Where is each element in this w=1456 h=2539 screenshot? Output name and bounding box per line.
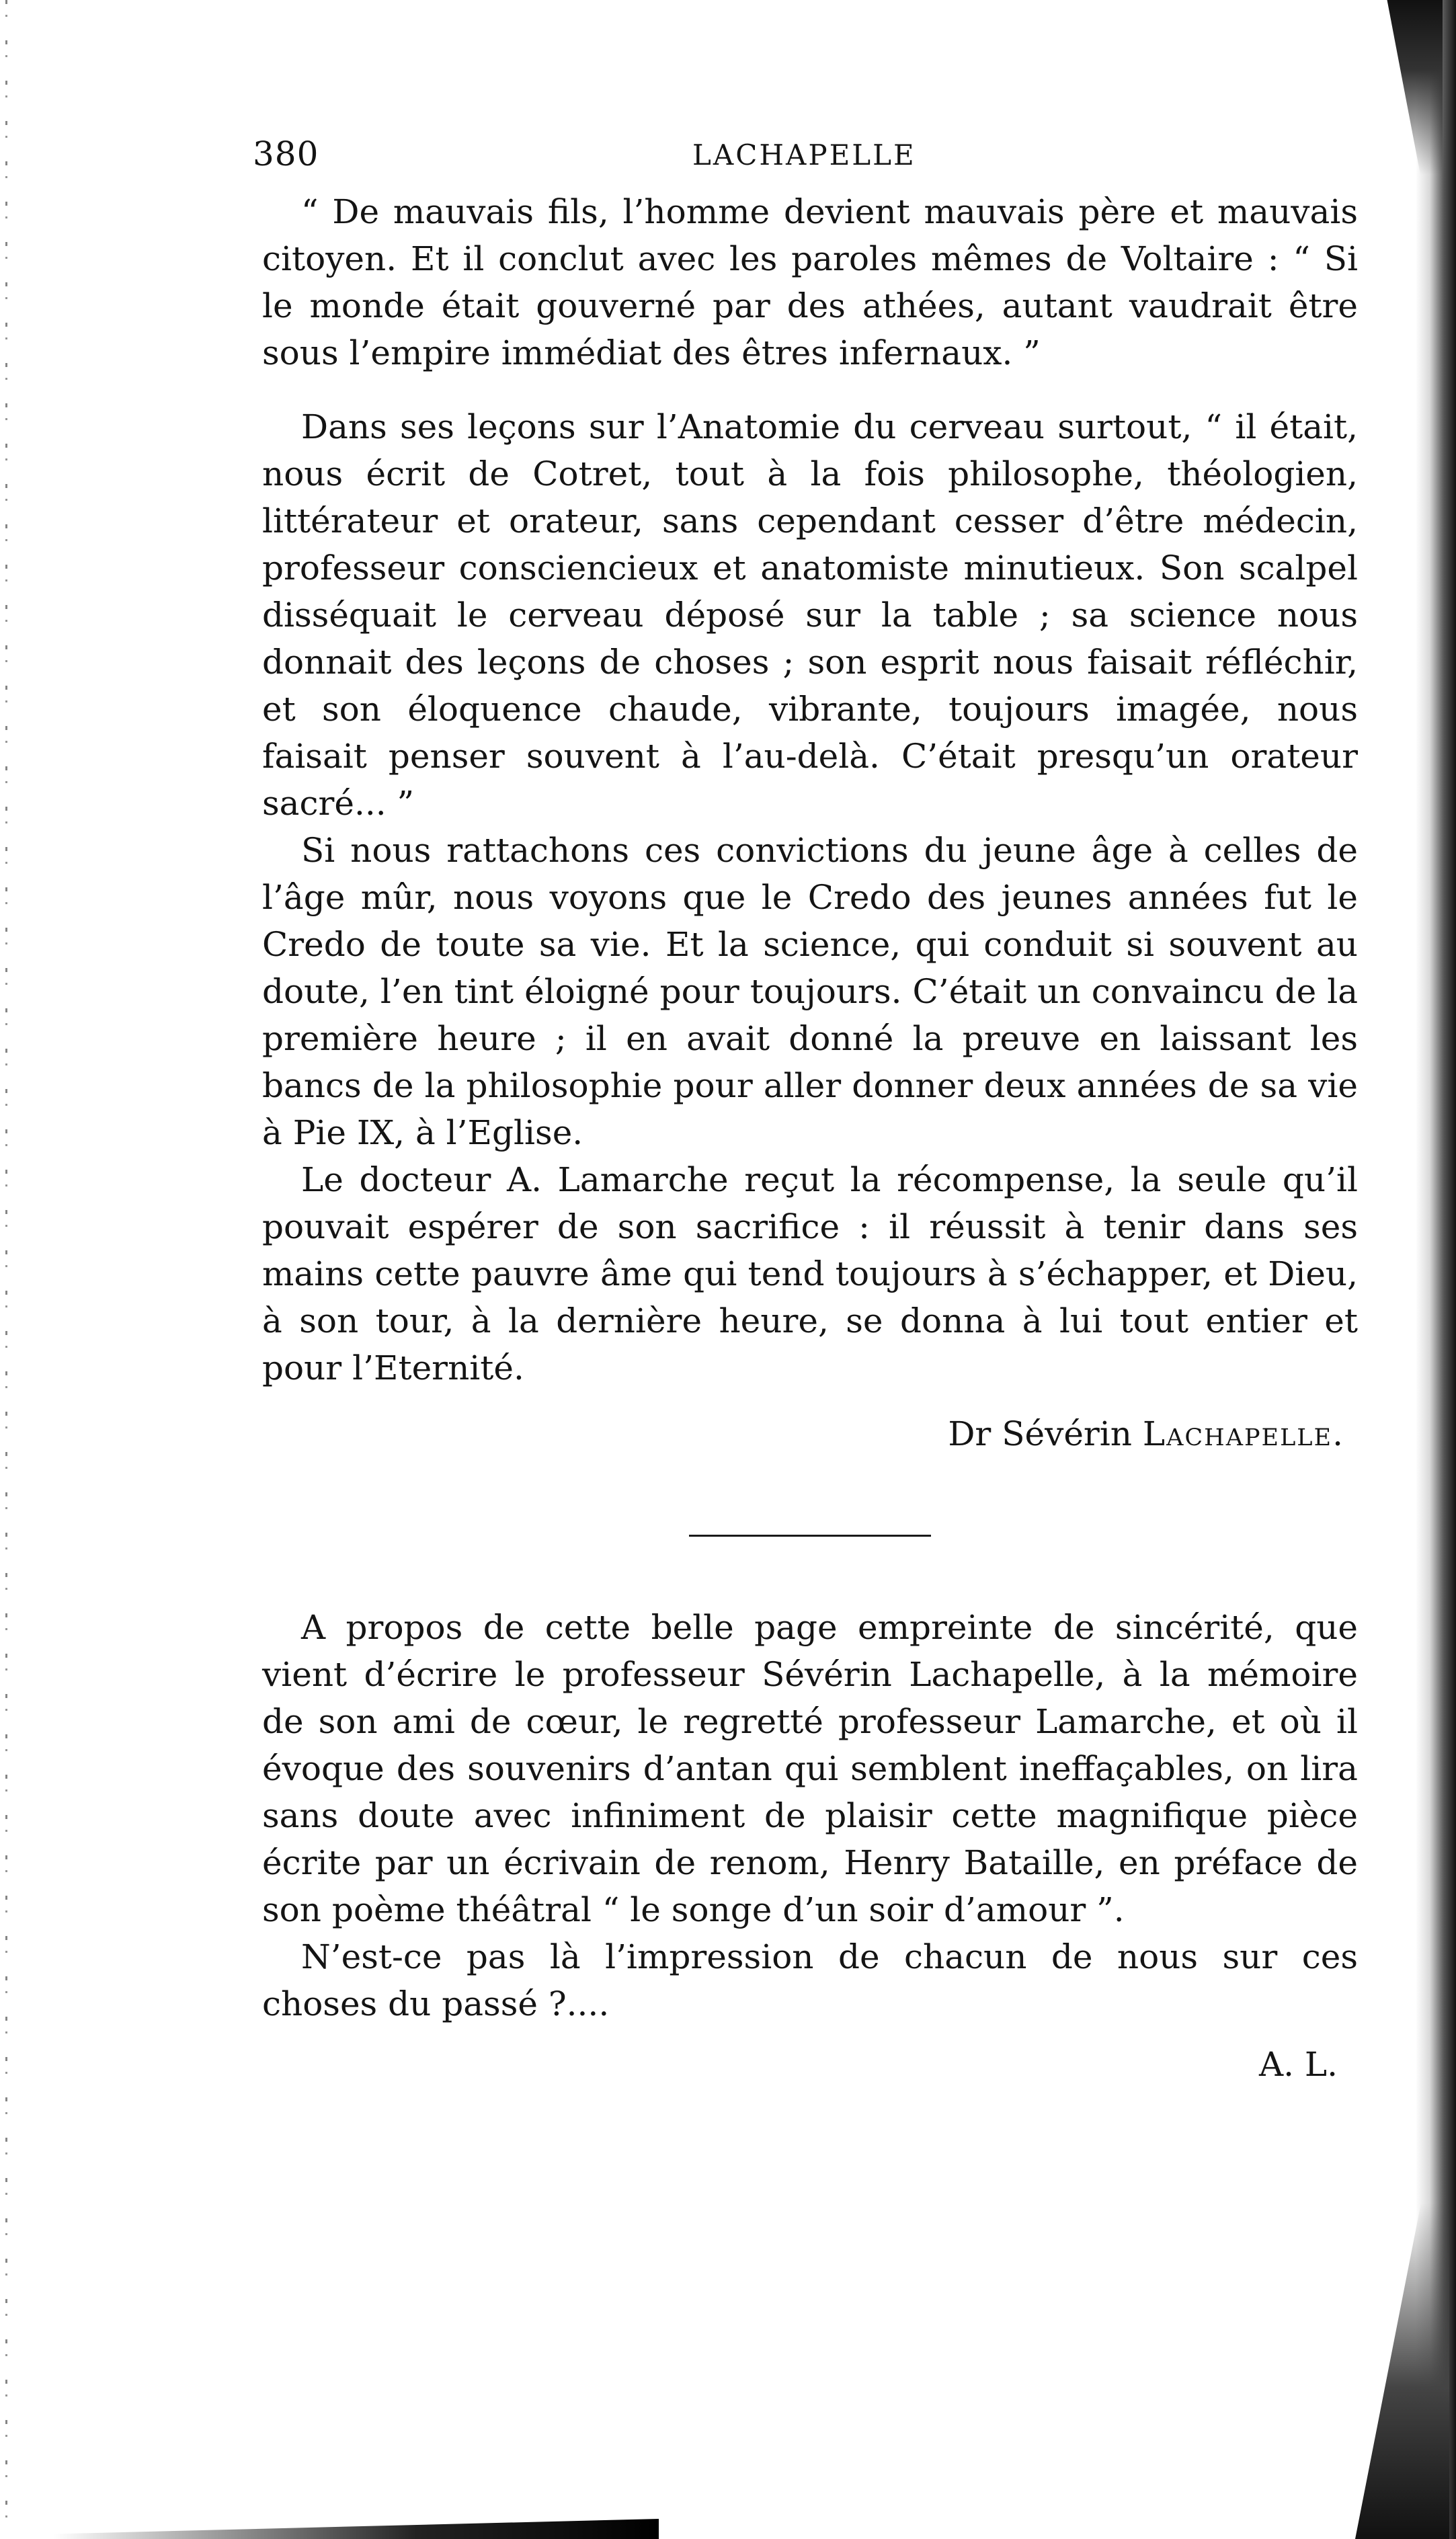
author-signature (262, 1410, 1358, 1457)
running-title: LACHAPELLE (692, 138, 916, 171)
signature-surname: Lachapelle. (1142, 1414, 1344, 1453)
paragraph-gap (262, 376, 1358, 403)
book-page (253, 134, 1358, 2088)
scan-top-corner-shadow (1369, 0, 1443, 175)
editor-initials: A. L. (1259, 2045, 1338, 2084)
scan-bottom-corner-shadow (1355, 2203, 1449, 2539)
paragraph-convictions: Si nous rattachons ces convictions du jeune âge à celles de l’âge mûr, nous voyons que le Credo des jeunes années fut le Credo de toute sa vie. Et la science, qui conduit si souvent au doute, l’en tint éloigné pour toujours. C’était un convaincu de la première heure ; il en avait donné la preuve en laissant les bancs de la philosophie pour aller donner deux années de sa vie à Pie IX, à l’Eglise. (262, 831, 1358, 1152)
scan-bottom-streak (54, 2519, 659, 2539)
page-number: 380 (253, 134, 319, 173)
paragraph-editor-note: A propos de cette belle page empreinte de sincérité, que vient d’écrire le professeur Sévérin Lachapelle, à la mémoire de son ami de cœur, le regretté professeur Lamarche, et où il évoque des souvenirs d’antan qui semblent ineffaçables, on lira sans doute avec infiniment de plaisir cette magnifique pièce écrite par un écrivain de renom, Henry Bataille, en préface de son poème théâtral “ le songe d’un soir d’amour ”. (262, 1608, 1358, 1929)
paragraph-anatomy-lessons: Dans ses leçons sur l’Anatomie du cerveau surtout, “ il était, nous écrit de Cotret, tout à la fois philosophe, théologien, littérateur et orateur, sans cependant cesser d’être médecin, professeur consciencieux et anatomiste minutieux. Son scalpel disséquait le cerveau déposé sur la table ; sa science nous donnait des leçons de choses ; son esprit nous faisait réfléchir, et son éloquence chaude, vibrante, toujours imagée, nous faisait penser souvent à l’au-delà. C’était presqu’un orateur sacré... ” (262, 407, 1358, 823)
paragraph-voltaire-quote: “ De mauvais fils, l’homme devient mauvais père et mauvais citoyen. Et il conclut avec les paroles mêmes de Voltaire : “ Si le monde était gouverné par des athées, autant vaudrait être sous l’empire immédiat des êtres infernaux. ” (262, 192, 1358, 372)
paragraph-closing-question: N’est-ce pas là l’impression de chacun de nous sur ces choses du passé ?.... (262, 1937, 1358, 2023)
signature-prefix: Dr Sévérin (948, 1414, 1143, 1453)
paragraph-reward: Le docteur A. Lamarche reçut la récompense, la seule qu’il pouvait espérer de son sacrifice : il réussit à tenir dans ses mains cette pauvre âme qui tend toujours à s’échapper, et Dieu, à son tour, à la dernière heure, se donna à lui tout entier et pour l’Eternité. (262, 1160, 1358, 1387)
scan-left-edge (5, 0, 7, 2539)
scan-right-edge-shadow (1416, 0, 1456, 2539)
section-divider (689, 1535, 931, 1537)
running-head (253, 134, 1358, 188)
